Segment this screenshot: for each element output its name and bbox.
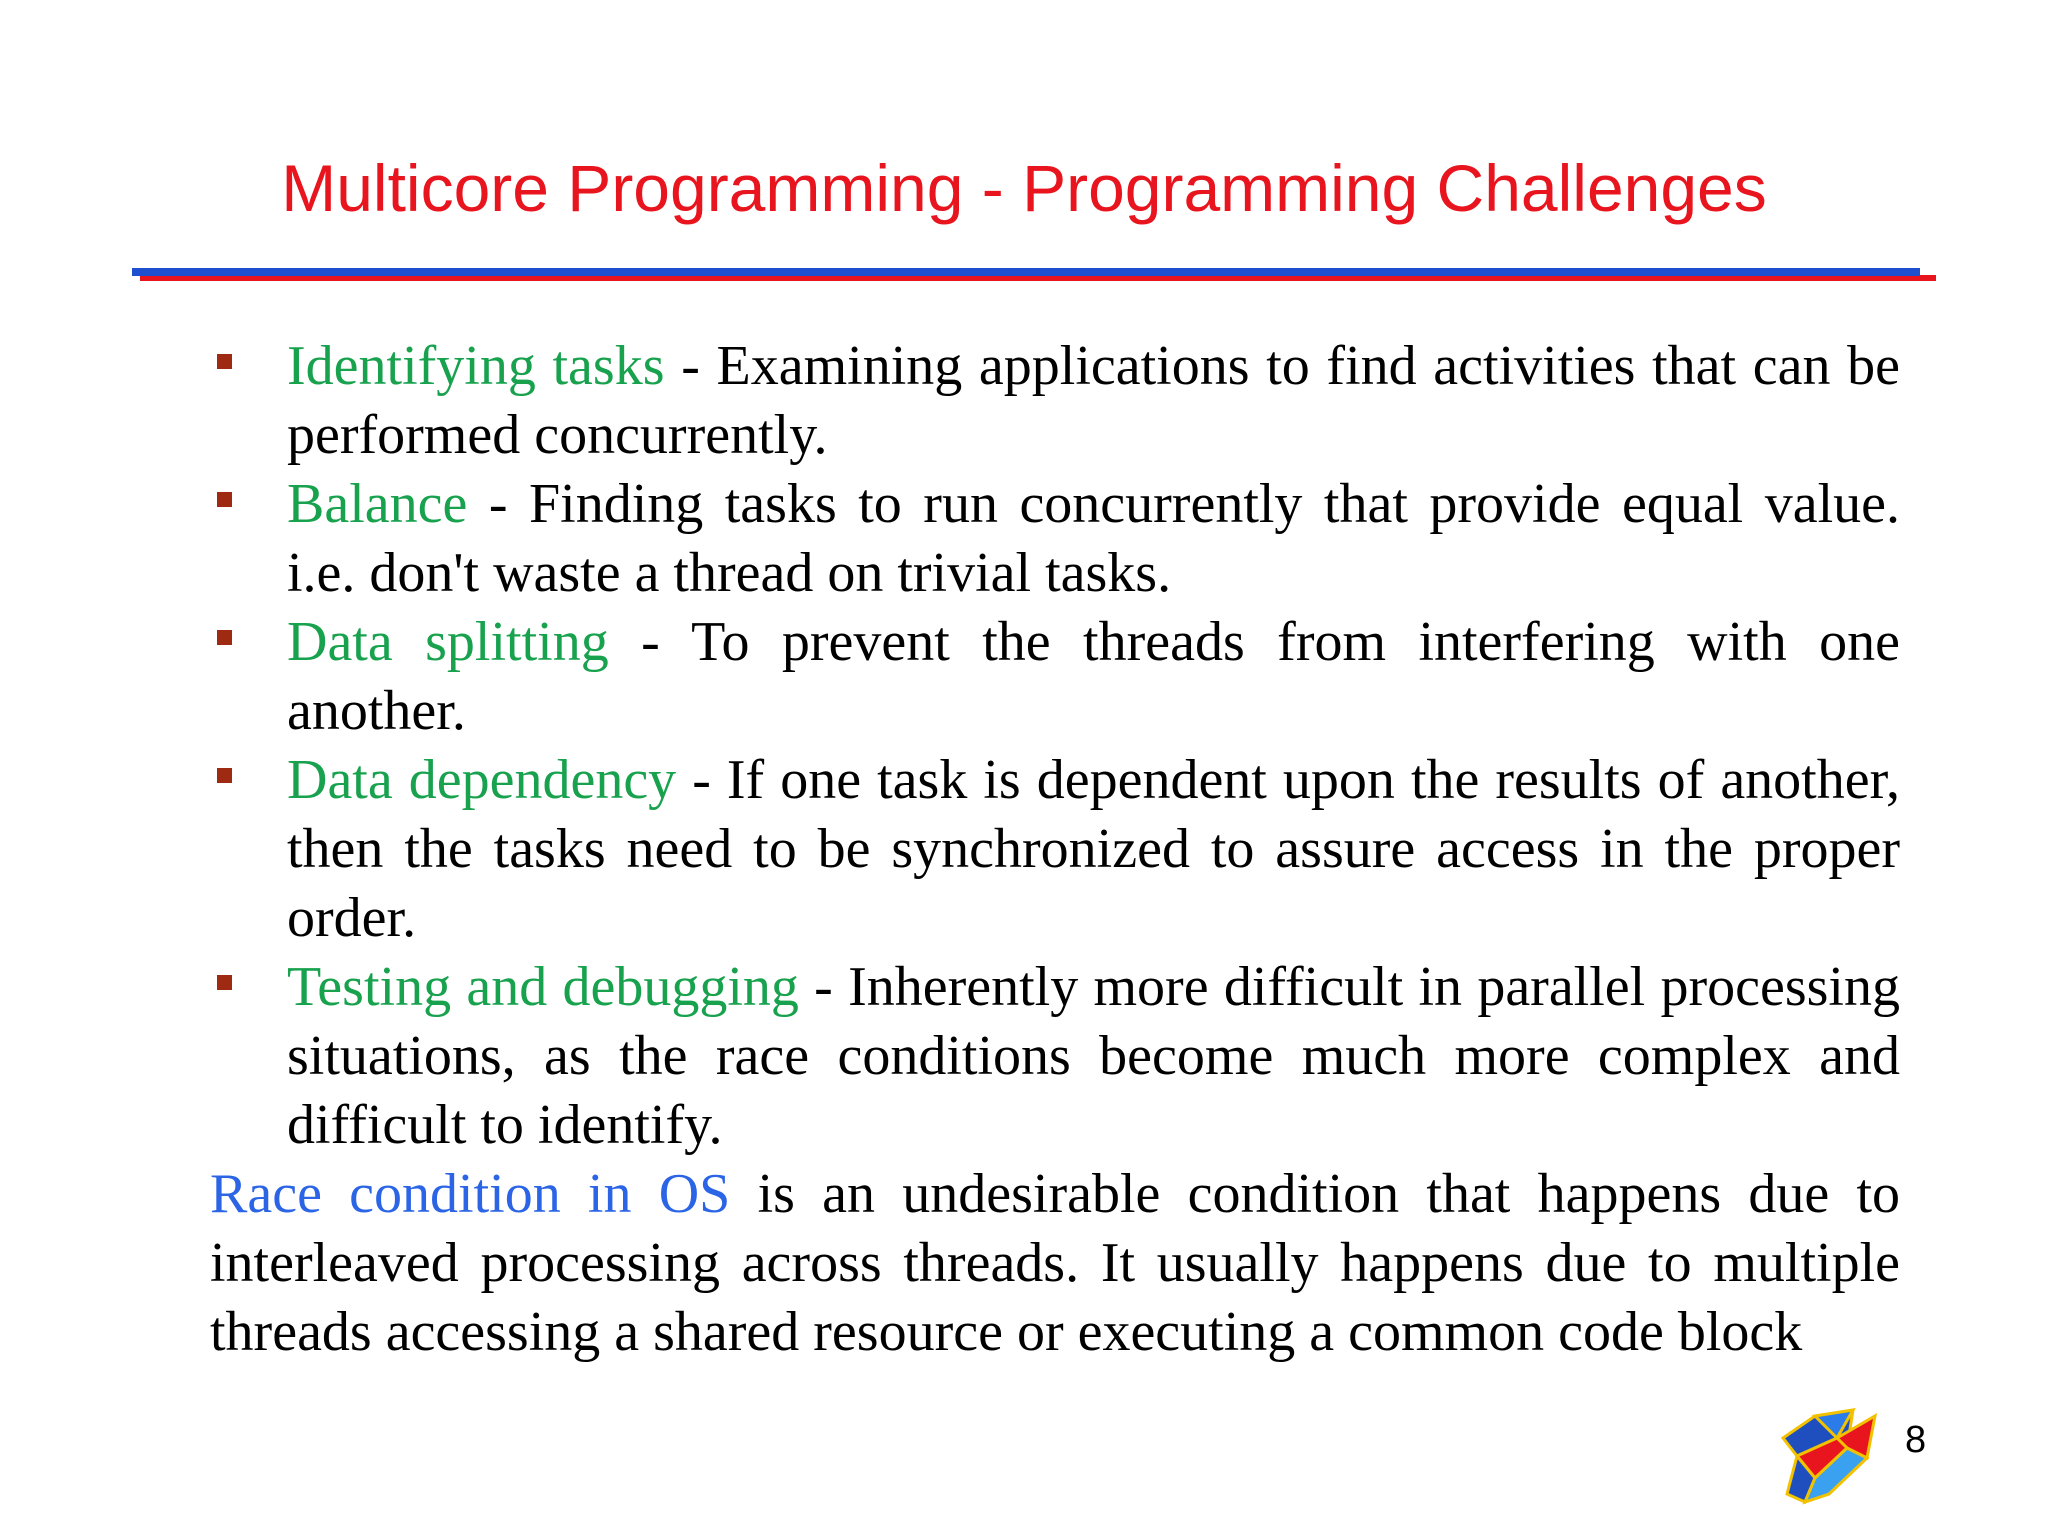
bullet-text: - To prevent the threads from interfering with one another. bbox=[287, 611, 1901, 742]
title-underline-blue bbox=[132, 268, 1920, 276]
slide-title: Multicore Programming - Programming Challenges bbox=[281, 151, 1767, 225]
bullet-term: Balance bbox=[287, 473, 468, 535]
bullet-term: Testing and debugging bbox=[287, 956, 799, 1018]
paragraph-text: is an undesirable condition that happens due to interleaved processing across threads. It usually happens due to multiple threads accessing a shared resource or executing a common code block bbox=[210, 1163, 1901, 1363]
square-bullet-icon bbox=[217, 975, 232, 990]
list-item bbox=[210, 332, 1900, 470]
list-item bbox=[210, 746, 1900, 953]
challenge-list bbox=[210, 332, 1900, 1160]
square-bullet-icon bbox=[217, 492, 232, 507]
square-bullet-icon bbox=[217, 354, 232, 369]
bullet-text: - Inherently more difficult in parallel processing situations, as the race conditions become much more complex and difficult to identify. bbox=[287, 956, 1900, 1156]
square-bullet-icon bbox=[217, 630, 232, 645]
list-item bbox=[210, 470, 1900, 608]
bullet-term: Data dependency bbox=[287, 749, 677, 811]
list-item bbox=[210, 953, 1900, 1160]
bullet-text: - Examining applications to find activities that can be performed concurrently. bbox=[287, 335, 1901, 466]
race-condition-paragraph bbox=[210, 1160, 1900, 1367]
arrow-logo-icon bbox=[1775, 1398, 1885, 1508]
square-bullet-icon bbox=[217, 768, 232, 783]
list-item bbox=[210, 608, 1900, 746]
bullet-text: - If one task is dependent upon the results of another, then the tasks need to be synchronized to assure access in the proper order. bbox=[287, 749, 1900, 949]
bullet-text: - Finding tasks to run concurrently that provide equal value. i.e. don't waste a thread on trivial tasks. bbox=[287, 473, 1900, 604]
bullet-term: Identifying tasks bbox=[287, 335, 665, 397]
bullet-term: Data splitting bbox=[287, 611, 609, 673]
page-number: 8 bbox=[1905, 1419, 1927, 1461]
title-underline bbox=[132, 268, 1928, 280]
paragraph-term: Race condition in OS bbox=[210, 1163, 731, 1225]
